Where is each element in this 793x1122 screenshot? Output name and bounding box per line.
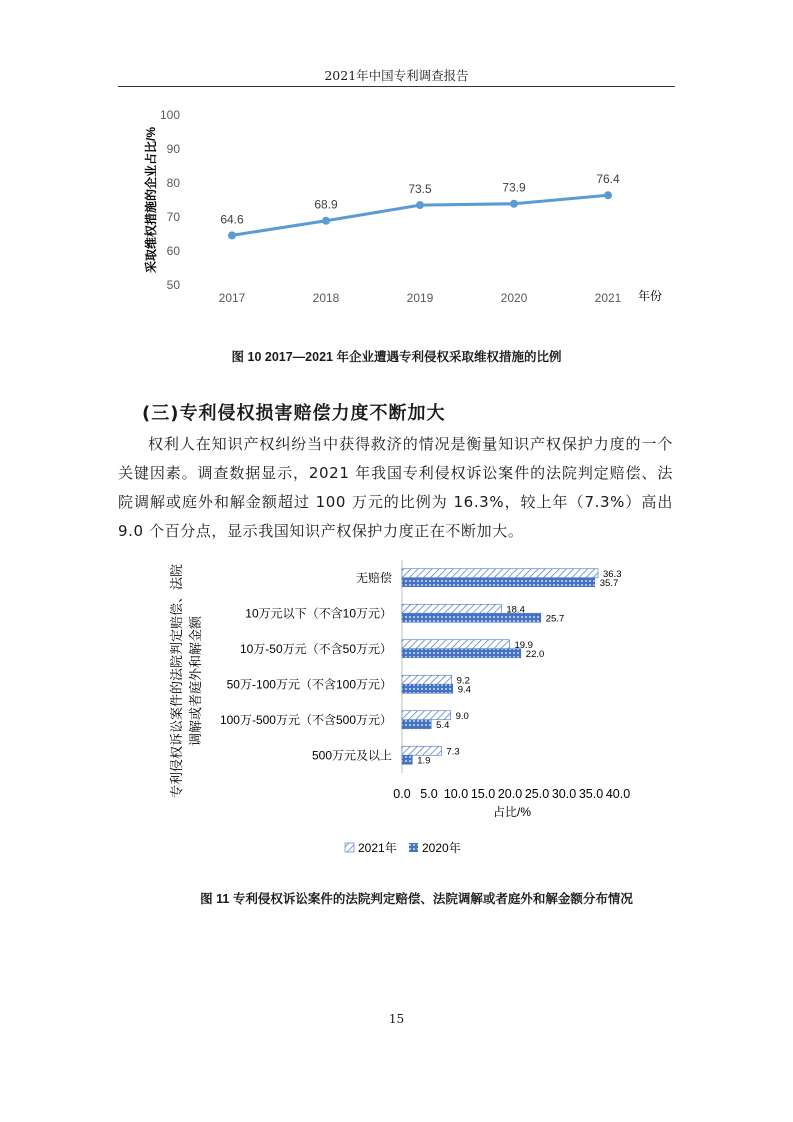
fig10-data-point [416, 201, 424, 209]
fig11-bar-2020 [402, 649, 521, 658]
fig11-data-label: 19.9 [514, 639, 533, 651]
fig10-data-point [510, 200, 518, 208]
legend-label-2021: 2021年 [358, 841, 397, 855]
fig11-bar-2020 [402, 578, 595, 587]
fig10-x-tick-label: 2019 [406, 291, 434, 305]
fig10-data-point [604, 191, 612, 199]
fig10-data-point [228, 231, 236, 239]
fig10-y-tick-label: 80 [166, 176, 180, 190]
legend-label-2020: 2020年 [422, 841, 461, 855]
fig11-category-label: 10万元以下（不含10万元） [245, 606, 392, 621]
fig11-bar-2020 [402, 755, 412, 764]
fig10-x-tick-label: 2021 [594, 291, 622, 305]
figure10-caption: 图 10 2017—2021 年企业遭遇专利侵权采取维权措施的比例 [231, 350, 562, 364]
fig10-x-tick-label: 2017 [218, 291, 246, 305]
fig10-data-label: 68.9 [314, 197, 338, 212]
fig10-x-tick-label: 2020 [500, 291, 528, 305]
fig10-y-tick-label: 90 [166, 142, 180, 156]
fig11-bar-2021 [402, 569, 598, 578]
fig11-x-tick-label: 20.0 [497, 787, 523, 801]
fig11-x-tick-label: 5.0 [420, 787, 438, 801]
line-chart-fig10 [0, 0, 793, 340]
fig10-data-label: 76.4 [596, 172, 620, 187]
fig11-data-label: 9.2 [456, 675, 470, 687]
fig11-data-label: 36.3 [603, 568, 622, 580]
fig10-data-point [322, 217, 330, 225]
page-number: 15 [388, 1012, 405, 1026]
fig10-data-label: 73.5 [408, 182, 432, 197]
fig10-x-tick-label: 2018 [312, 291, 340, 305]
fig10-y-tick-label: 100 [159, 108, 180, 122]
fig11-bar-2020 [402, 684, 453, 693]
fig11-data-label: 25.7 [545, 613, 565, 625]
fig11-x-tick-label: 0.0 [393, 787, 411, 801]
fig11-bar-2021 [402, 640, 509, 649]
fig11-bar-2021 [402, 746, 441, 755]
fig11-x-tick-label: 15.0 [470, 787, 496, 801]
fig10-data-label: 73.9 [502, 180, 526, 195]
fig10-y-tick-label: 70 [166, 210, 180, 224]
fig11-category-label: 10万-50万元（不含50万元） [239, 641, 392, 656]
fig10-x-axis-label: 年份 [638, 289, 663, 303]
running-header: 2021年中国专利调查报告 [324, 68, 469, 83]
fig11-bar-2021 [402, 604, 501, 613]
fig10-data-label: 64.6 [220, 212, 244, 227]
fig11-x-tick-label: 30.0 [551, 787, 577, 801]
fig11-data-label: 9.4 [457, 684, 471, 696]
legend-swatch-2021 [345, 843, 354, 852]
fig11-data-label: 18.4 [506, 604, 525, 616]
legend-swatch-2020 [409, 843, 418, 852]
fig11-category-label: 500万元及以上 [311, 748, 392, 763]
fig11-y-axis-label-line1: 专利侵权诉讼案件的法院判定赔偿、法院 [169, 563, 184, 799]
fig11-legend [345, 840, 461, 855]
fig11-x-tick-label: 25.0 [524, 787, 550, 801]
fig11-bar-2021 [402, 711, 451, 720]
fig11-data-label: 5.4 [436, 719, 450, 731]
fig11-x-tick-label: 40.0 [605, 787, 631, 801]
fig11-data-label: 1.9 [417, 755, 431, 767]
fig10-y-tick-label: 60 [166, 244, 180, 258]
fig11-x-tick-label: 35.0 [578, 787, 604, 801]
body-paragraph: 权利人在知识产权纠纷当中获得救济的情况是衡量知识产权保护力度的一个关键因素。调查数据显示，2021 年我国专利侵权诉讼案件的法院判定赔偿、法院调解或庭外和解金额超过 100 万元的比例为 16.3%，较上年（7.3%）高出 9.0 个百分点，显示我国知识产权保护力度正在不断加大。 [118, 435, 673, 540]
fig11-x-tick-label: 10.0 [443, 787, 469, 801]
fig10-y-tick-label: 50 [166, 278, 180, 292]
bar-chart-fig11 [0, 555, 793, 875]
fig11-category-label: 100万-500万元（不含500万元） [219, 712, 392, 727]
fig10-y-axis-label-group [143, 127, 158, 273]
fig11-bar-2020 [402, 720, 431, 729]
fig11-category-label: 50万-100万元（不含100万元） [226, 677, 392, 692]
fig11-data-label: 35.7 [599, 577, 619, 589]
fig11-category-label: 无赔偿 [355, 570, 392, 585]
fig10-y-axis-label: 采取维权措施的企业占比/% [144, 126, 158, 274]
fig11-data-label: 9.0 [455, 710, 469, 722]
fig11-data-label: 22.0 [525, 648, 545, 660]
section-heading: (三)专利侵权损害赔偿力度不断加大 [142, 403, 446, 424]
figure11-caption: 图 11 专利侵权诉讼案件的法院判定赔偿、法院调解或者庭外和解金额分布情况 [200, 892, 633, 906]
fig11-y-axis-label-line2: 调解或者庭外和解金额 [188, 615, 203, 747]
fig11-x-axis-label: 占比/% [492, 805, 532, 819]
fig11-data-label: 7.3 [446, 746, 460, 758]
fig11-bar-2021 [402, 675, 452, 684]
